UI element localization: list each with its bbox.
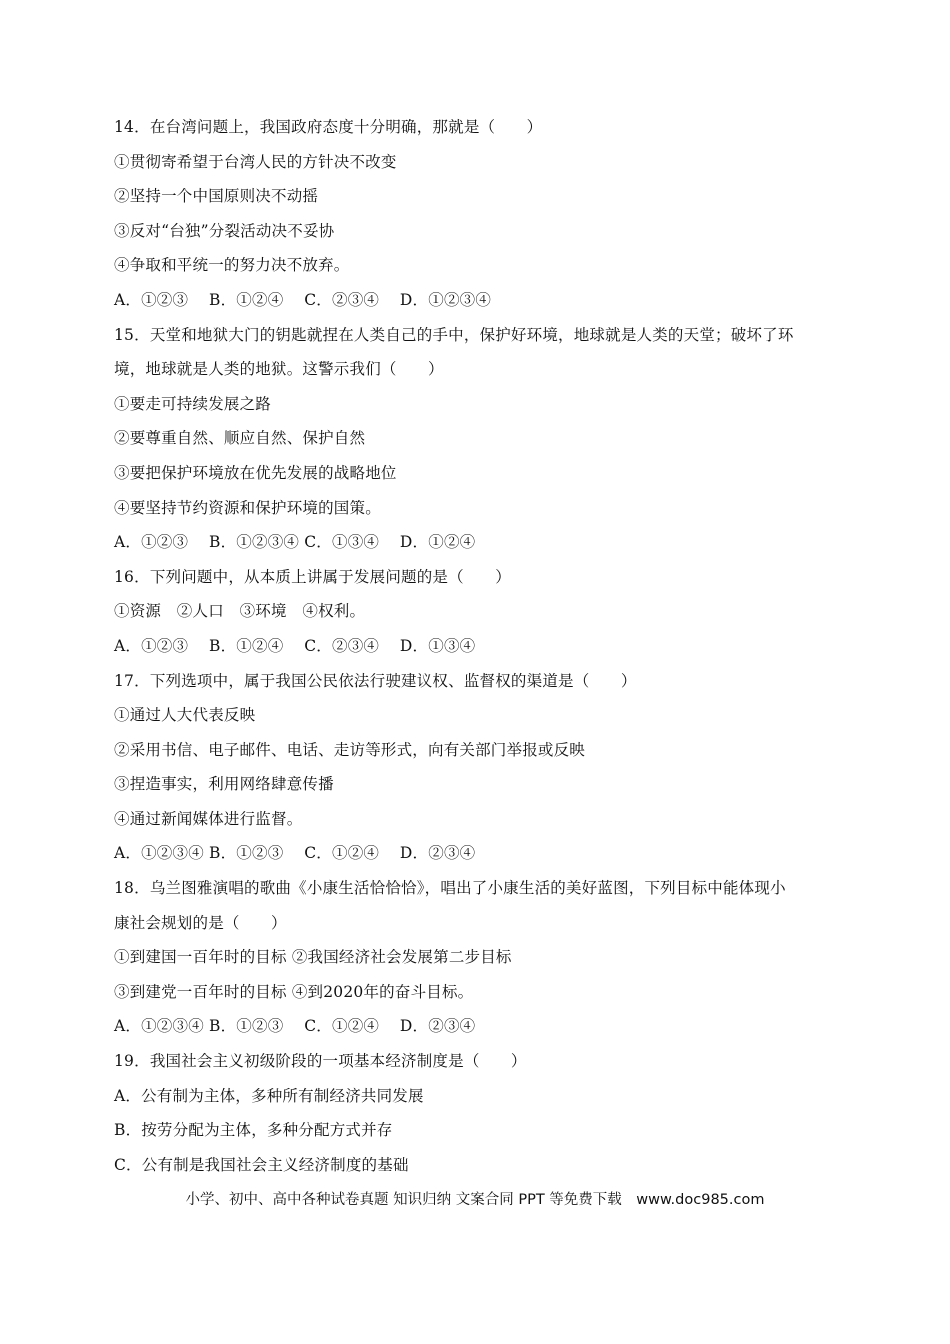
q19-choice-a: A．公有制为主体，多种所有制经济共同发展 [114, 1086, 424, 1105]
q15-option-2: ②要尊重自然、顺应自然、保护自然 [114, 429, 366, 448]
q14-stem: 14．在台湾问题上，我国政府态度十分明确，那就是（ ） [114, 118, 543, 136]
question-content [114, 110, 844, 1182]
q17-stem: 17．下列选项中，属于我国公民依法行驶建议权、监督权的渠道是（ ） [114, 671, 637, 690]
q18-options-1-2: ①到建国一百年时的目标 ②我国经济社会发展第二步目标 [114, 948, 512, 967]
q15-stem-line-2: 境，地球就是人类的地狱。这警示我们（ ） [114, 360, 444, 379]
q19-choice-c: C．公有制是我国社会主义经济制度的基础 [114, 1155, 409, 1174]
q14-option-3: ③反对“台独”分裂活动决不妥协 [114, 221, 335, 240]
q14-option-4: ④争取和平统一的努力决不放弃。 [114, 256, 350, 275]
q18-options-3-4: ③到建党一百年时的目标 ④到2020年的奋斗目标。 [114, 982, 474, 1001]
page-footer: 小学、初中、高中各种试卷真题 知识归纳 文案合同 PPT 等免费下载 www.doc985.com [185, 1192, 765, 1208]
q15-stem-line-1: 15．天堂和地狱大门的钥匙就捏在人类自己的手中，保护好环境，地球就是人类的天堂；破坏了环 [114, 325, 794, 344]
q15-option-4: ④要坚持节约资源和保护环境的国策。 [114, 498, 381, 517]
q16-options: ①资源 ②人口 ③环境 ④权利。 [114, 602, 366, 621]
q17-option-2: ②采用书信、电子邮件、电话、走访等形式，向有关部门举报或反映 [114, 740, 586, 759]
q16-stem: 16．下列问题中，从本质上讲属于发展问题的是（ ） [114, 567, 511, 586]
q15-option-3: ③要把保护环境放在优先发展的战略地位 [114, 463, 397, 482]
q15-choices: A．①②③ B．①②③④ C．①③④ D．①②④ [114, 533, 476, 552]
q17-option-4: ④通过新闻媒体进行监督。 [114, 809, 303, 828]
q14-option-1: ①贯彻寄希望于台湾人民的方针决不改变 [114, 152, 397, 171]
q19-choice-b: B．按劳分配为主体，多种分配方式并存 [114, 1121, 393, 1140]
q15-option-1: ①要走可持续发展之路 [114, 394, 272, 413]
q14-option-2: ②坚持一个中国原则决不动摇 [114, 187, 319, 206]
q19-stem: 19．我国社会主义初级阶段的一项基本经济制度是（ ） [114, 1052, 527, 1071]
q18-stem-line-2: 康社会规划的是（ ） [114, 913, 287, 932]
q17-choices: A．①②③④ B．①②③ C．①②④ D．②③④ [114, 844, 476, 863]
q18-choices: A．①②③④ B．①②③ C．①②④ D．②③④ [114, 1017, 476, 1036]
q17-option-1: ①通过人大代表反映 [114, 706, 256, 725]
q17-option-3: ③捏造事实，利用网络肆意传播 [114, 775, 334, 794]
q14-choices: A．①②③ B．①②④ C．②③④ D．①②③④ [114, 290, 492, 309]
q16-choices: A．①②③ B．①②④ C．②③④ D．①③④ [114, 636, 476, 655]
q18-stem-line-1: 18．乌兰图雅演唱的歌曲《小康生活恰恰恰》，唱出了小康生活的美好蓝图，下列目标中能体现小 [114, 879, 786, 898]
